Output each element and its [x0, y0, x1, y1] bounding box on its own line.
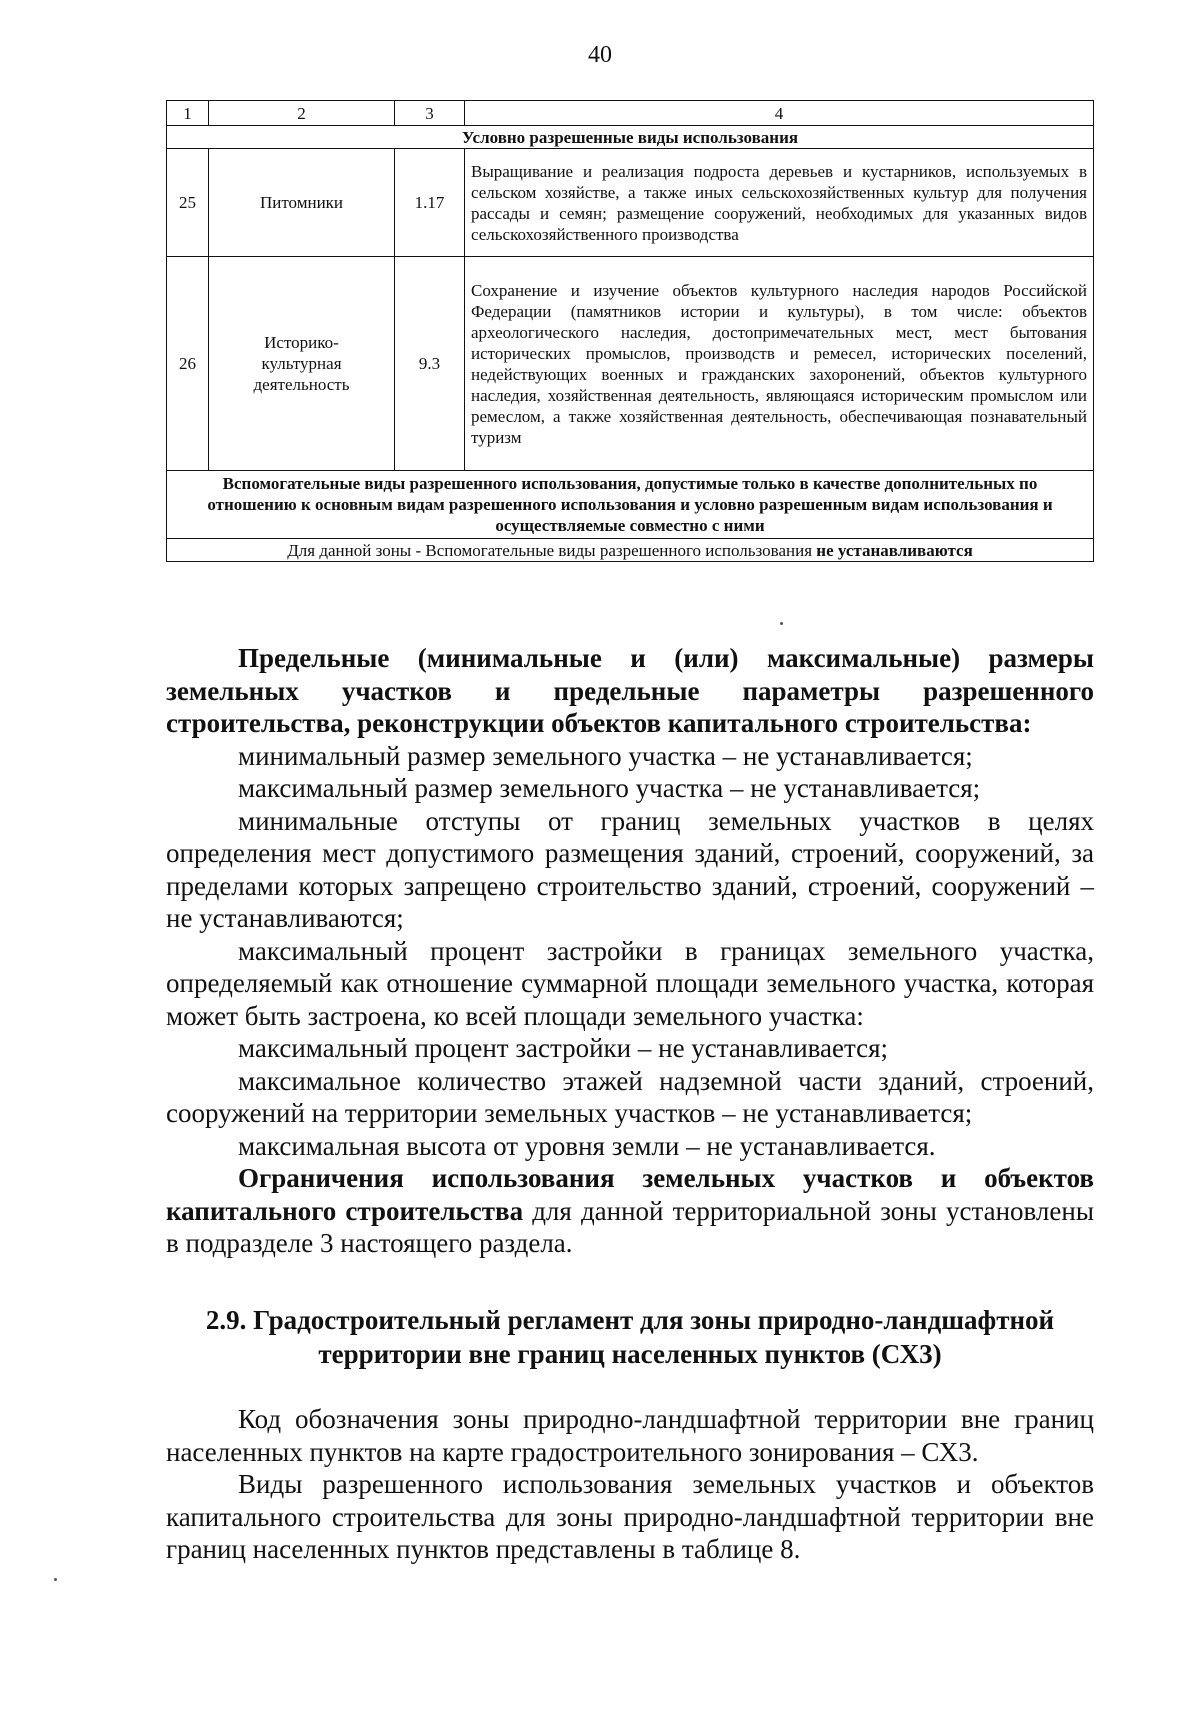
row-number: 26: [167, 257, 209, 471]
limits-item: максимальный размер земельного участка – не устанавливается;: [238, 773, 981, 803]
limits-item: максимальный процент застройки – не устанавливается;: [238, 1033, 889, 1063]
section-row-auxiliary: [167, 471, 1094, 539]
zone-note: [167, 539, 1094, 562]
zone-note-emphasis: не устанавливаются: [816, 540, 973, 560]
zone-note-row: [167, 539, 1094, 562]
land-use-table: [166, 100, 1094, 562]
limits-heading: Предельные (минимальные и (или) максимальные) размеры земельных участков и предельные параметры разрешенного строительства, реконструкции объектов капитального строительства:: [166, 643, 1094, 738]
column-number: 2: [209, 101, 395, 126]
use-description: Сохранение и изучение объектов культурного наследия народов Российской Федерации (памятников истории и культуры), в том числе: объектов археологического наследия, достопримечательных мест, мест бытования исторических промыслов, производств и ремесел, исторических поселений, недействующих военных и гражданских захоронений, объектов культурного наследия, хозяйственная деятельность, являющаяся историческим промыслом или ремеслом, а также хозяйственная деятельность, обеспечивающая познавательный туризм: [465, 257, 1094, 471]
column-number: 4: [465, 101, 1094, 126]
section-heading: [166, 1303, 1094, 1371]
column-number: 1: [167, 101, 209, 126]
table-row: [167, 149, 1094, 257]
limits-item: максимальное количество этажей надземной части зданий, строений, сооружений на территории земельных участков – не устанавливается;: [166, 1065, 1094, 1128]
use-description: Выращивание и реализация подроста деревьев и кустарников, используемых в сельском хозяйстве, а также иных сельскохозяйственных культур для получения рассады и семян; размещение сооружений, необходимых для указанных видов сельскохозяйственного производства: [465, 149, 1094, 257]
section-heading-line: территории вне границ населенных пунктов (СХ3): [318, 1339, 942, 1369]
row-number: 25: [167, 149, 209, 257]
section-title: Условно разрешенные виды использования: [167, 126, 1094, 149]
table-column-numbers: [167, 101, 1094, 126]
use-code: 1.17: [395, 149, 465, 257]
section-row-conditional: [167, 126, 1094, 149]
section-title: Вспомогательные виды разрешенного использования, допустимые только в качестве дополнительных по отношению к основным видам разрешенного использования и условно разрешенным видам использования и осуществляемые совместно с ними: [167, 471, 1094, 539]
restrictions-bold: Ограничения использования земельных участков и объектов капитального строительства: [166, 1163, 1094, 1226]
zone-code-paragraph: Код обозначения зоны природно-ландшафтной территории вне границ населенных пунктов на карте градостроительного зонирования – СХ3.: [166, 1404, 1094, 1467]
column-number: 3: [395, 101, 465, 126]
restrictions-rest: для данной территориальной зоны установлены в подразделе 3 настоящего раздела.: [166, 1195, 1094, 1258]
use-name: Питомники: [209, 149, 395, 257]
restrictions-paragraph: [166, 1162, 1094, 1260]
use-code: 9.3: [395, 257, 465, 471]
section-heading-line: 2.9. Градостроительный регламент для зоны природно-ландшафтной: [205, 1305, 1055, 1335]
limits-item: максимальный процент застройки в границах земельного участка, определяемый как отношение суммарной площади земельного участка, которая может быть застроена, ко всей площади земельного участка:: [166, 935, 1094, 1031]
limits-item: минимальные отступы от границ земельных участков в целях определения мест допустимого размещения зданий, строений, сооружений, за пределами которых запрещено строительство зданий, строений, сооружений – не устанавливаются;: [166, 805, 1094, 933]
scan-speck: [780, 622, 783, 625]
limits-item: минимальный размер земельного участка – не устанавливается;: [238, 740, 973, 771]
limits-item: максимальная высота от уровня земли – не устанавливается.: [238, 1130, 936, 1161]
scan-speck: [54, 1578, 57, 1581]
zone-note-text: Для данной зоны - Вспомогательные виды разрешенного использования: [287, 540, 817, 560]
page-number: 40: [588, 42, 612, 68]
uses-reference-paragraph: Виды разрешенного использования земельных участков и объектов капитального строительства для зоны природно-ландшафтной территории вне границ населенных пунктов представлены в таблице 8.: [166, 1469, 1094, 1564]
table-row: [167, 257, 1094, 471]
limits-block: [166, 642, 1094, 1260]
section-body: [166, 1403, 1094, 1566]
use-name: Историко-культурная деятельность: [209, 257, 395, 471]
